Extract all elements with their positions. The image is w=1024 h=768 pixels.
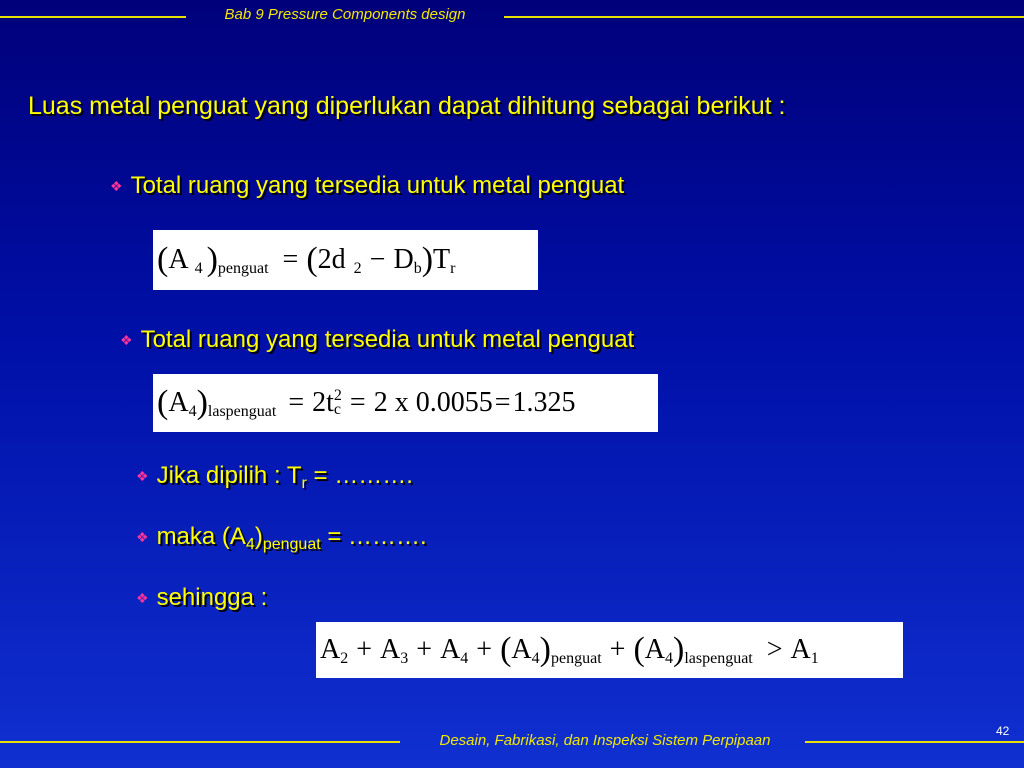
formula-area-condition: A 2 + A 3 + A 4 + ( A 4 ) penguat + ( A 4 ) laspenguat > A 1 [316,622,903,678]
bullet-item [136,523,427,554]
header-line-right [504,16,1024,18]
bullet-item [110,172,624,200]
bullet-text: maka $(A_4)_{penguat}$ = ………. [156,523,427,553]
bullet-item [120,326,634,354]
bullet-text: Jika dipilih : $T_r$ = ………. [156,462,413,492]
bullet-text: Total ruang yang tersedia untuk metal penguat [140,326,635,353]
formula-total-space: ( A 4 ) penguat = ( 2d 2 − D b ) T r [153,230,538,290]
footer-line-left [0,741,400,743]
header-title: Bab 9 Pressure Components design [224,6,466,23]
footer-text: Desain, Fabrikasi, dan Inspeksi Sistem Perpipaan [439,732,771,749]
bullet-text: sehingga : [156,584,268,611]
bullet-text: Total ruang yang tersedia untuk metal penguat [130,172,625,199]
intro-text: Luas metal penguat yang diperlukan dapat dihitung sebagai berikut : [28,92,786,120]
diamond-bullet-icon: ❖ [136,529,149,545]
diamond-bullet-icon: ❖ [120,332,133,348]
header-line-left [0,16,186,18]
diamond-bullet-icon: ❖ [136,468,149,484]
formula-weld-space: ( A 4 ) laspenguat = 2t 2 c = 2 x 0.0055 = 1.325 [153,374,658,432]
diamond-bullet-icon: ❖ [110,178,123,194]
bullet-item [136,584,267,612]
bullet-item [136,462,413,493]
footer-line-right [805,741,1024,743]
page-number: 42 [996,724,1010,738]
diamond-bullet-icon: ❖ [136,590,149,606]
